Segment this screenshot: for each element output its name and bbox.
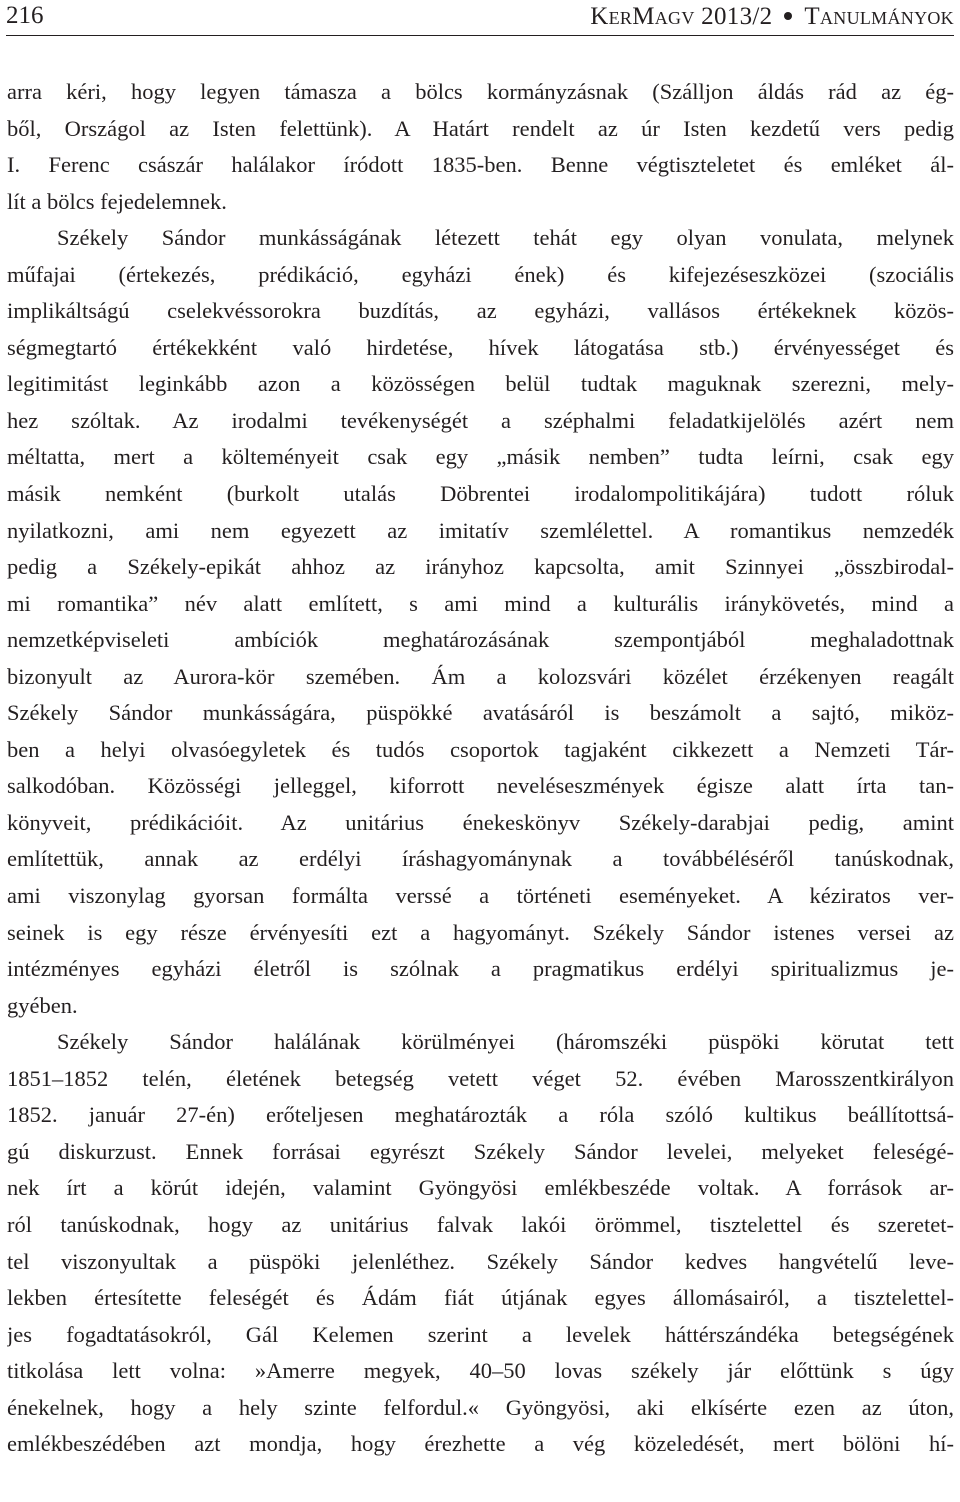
text-line: hez szóltak. Az irodalmi tevékenységét a széphalmi feladatkijelölés azért nem <box>7 407 954 433</box>
text-line: arra kéri, hogy legyen támasza a bölcs kormányzásnak (Szálljon áldás rád az ég- <box>7 79 954 104</box>
text-line: bizonyult az Aurora-kör szemében. Ám a kolozsvári közélet érzékenyen reagált <box>7 663 954 689</box>
bullet-separator-icon <box>784 12 792 20</box>
article-body <box>7 74 954 1463</box>
text-line: ben a helyi olvasóegyletek és tudós csoportok tagjaként cikkezett a Nemzeti Tár- <box>7 736 954 762</box>
text-line: Székely Sándor halálának körülményei (háromszéki püspöki körutat tett <box>57 1029 954 1055</box>
text-line: jes fogadtatásokról, Gál Kelemen szerint a levelek háttérszándéka betegségének <box>7 1321 954 1347</box>
running-head <box>590 3 954 31</box>
text-line: ségmegtartó értékekként való hirdetése, hívek látogatása stb.) érvényességet és <box>7 334 954 360</box>
text-line: intézményes egyházi életről is szólnak a pragmatikus erdélyi spiritualizmus je- <box>7 956 954 982</box>
text-line: ami viszonylag gyorsan formálta verssé a történeti eseményeket. A kéziratos ver- <box>7 883 954 909</box>
text-line: pedig a Székely-epikát ahhoz az irányhoz kapcsolta, amit Szinnyei „összbirodal- <box>7 554 954 580</box>
text-line: nyilatkozni, ami nem egyezett az imitatív szemlélettel. A romantikus nemzedék <box>7 517 954 543</box>
text-line: mi romantika” név alatt említett, s ami mind a kulturális iránykövetés, mind a <box>7 590 954 616</box>
text-line: nek írt a körút idején, valamint Gyöngyösi emlékbeszéde voltak. A források ar- <box>7 1175 954 1201</box>
text-line: Székely Sándor munkásságának létezett tehát egy olyan vonulata, melynek <box>57 225 954 251</box>
text-line: lít a bölcs fejedelemnek. <box>7 188 227 214</box>
text-line: nemzetképviseleti ambíciók meghatározásának szempontjából meghaladottnak <box>7 627 954 653</box>
text-line: méltatta, mert a költeményeit csak egy „másik nemben” tudta leírni, csak egy <box>7 444 954 470</box>
text-line: salkodóban. Közösségi jelleggel, kiforrott neveléseszmények égisze alatt írta tan- <box>7 773 954 799</box>
header-rule <box>6 35 954 36</box>
text-line: említettük, annak az erdélyi íráshagyománynak a továbbéléséről tanúskodnak, <box>7 846 954 872</box>
text-line: tel viszonyultak a püspöki jelenléthez. Székely Sándor kedves hangvételű leve- <box>7 1248 954 1274</box>
page-number: 216 <box>6 2 44 29</box>
text-line: gú diskurzust. Ennek forrásai egyrészt Székely Sándor levelei, melyeket feleségé- <box>7 1138 954 1164</box>
text-line: legitimitást leginkább azon a közösségen belül tudtak maguknak szerezni, mely- <box>7 371 954 397</box>
text-line: emlékbeszédében azt mondja, hogy érezhette a vég közeledését, mert bölöni hí- <box>7 1431 954 1457</box>
text-line: gyében. <box>7 992 78 1018</box>
text-line: másik nemként (burkolt utalás Döbrentei irodalompolitikájára) tudott róluk <box>7 481 954 507</box>
text-line: könyveit, prédikációit. Az unitárius énekeskönyv Székely-darabjai pedig, amint <box>7 809 954 835</box>
text-line: műfajai (értekezés, prédikáció, egyházi ének) és kifejezéseszközei (szociális <box>7 261 954 287</box>
text-line: seinek is egy része érvényesíti ezt a hagyományt. Székely Sándor istenes versei az <box>7 919 954 945</box>
text-line: Székely Sándor munkásságára, püspökké avatásáról is beszámolt a sajtó, miköz- <box>7 700 954 726</box>
text-line: 1851–1852 telén, életének betegség vetett véget 52. évében Marosszentkirályon <box>7 1065 954 1091</box>
text-line: ról tanúskodnak, hogy az unitárius falvak lakói örömmel, tisztelettel és szeretet- <box>7 1211 954 1237</box>
text-line: lekben értesítette feleségét és Ádám fiát útjának egyes állomásairól, a tisztelettel- <box>7 1285 954 1311</box>
text-line: implikáltságú cselekvéssorokra buzdítás, az egyházi, vallásos értékeknek közös- <box>7 298 954 324</box>
text-line: titkolása lett volna: »Amerre megyek, 40–50 lovas székely jár előttünk s úgy <box>7 1358 954 1384</box>
text-line: ből, Országol az Isten felettünk). A Határt rendelt az úr Isten kezdetű vers pedig <box>7 115 954 141</box>
section-title: Tanulmányok <box>804 3 954 30</box>
text-line: énekelnek, hogy a hely szinte felfordul.« Gyöngyösi, aki elkísérte ezen az úton, <box>7 1394 954 1420</box>
journal-title: KerMagv 2013/2 <box>590 3 773 30</box>
text-line: 1852. január 27-én) erőteljesen meghatározták a róla szóló kultikus beállítottsá- <box>7 1102 954 1128</box>
page-header <box>6 0 954 38</box>
text-line: I. Ferenc császár halálakor íródott 1835-ben. Benne végtiszteletet és emléket ál- <box>7 152 954 178</box>
